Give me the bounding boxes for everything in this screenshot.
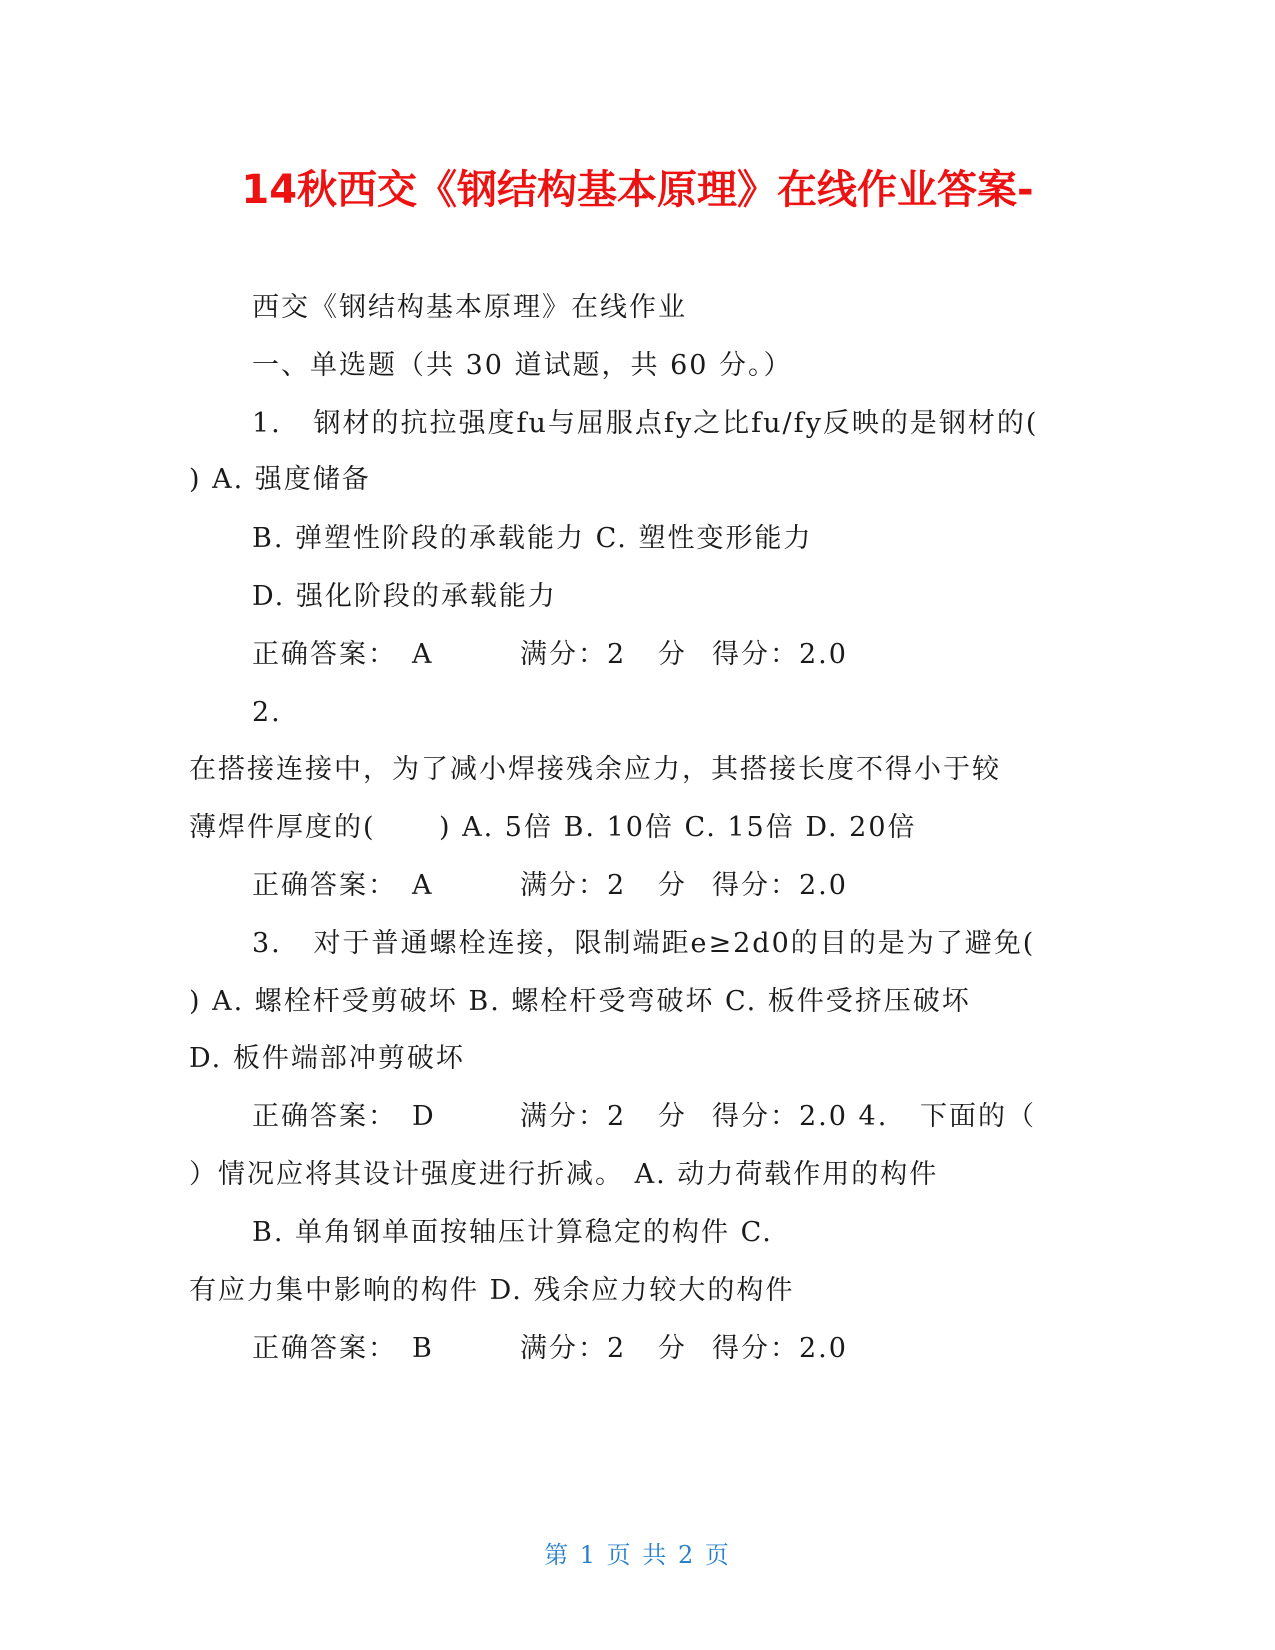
answer-label: 正确答案： (252, 870, 397, 901)
q4-line2: B. 单角钢单面按轴压计算稳定的构件 C. (252, 1217, 773, 1248)
q1-line1: 1. 钢材的抗拉强度fu与屈服点fy之比fu/fy反映的是钢材的( (252, 408, 1039, 439)
answer-value: B (412, 1333, 434, 1364)
q2-line1: 在搭接连接中，为了减小焊接残余应力，其搭接长度不得小于较 (189, 754, 1001, 785)
q1-line4: D. 强化阶段的承载能力 (252, 581, 557, 612)
q1-line3: B. 弹塑性阶段的承载能力 C. 塑性变形能力 (252, 523, 813, 554)
answer-value: A (412, 870, 434, 901)
answer-row-4 (252, 1331, 848, 1547)
full-score: 满分：2 分 (520, 1101, 687, 1132)
answer-label: 正确答案： (252, 1333, 397, 1364)
answer-value: A (412, 639, 434, 670)
full-score: 满分：2 分 (520, 639, 687, 670)
q4-line1: ）情况应将其设计强度进行折减。 A. 动力荷载作用的构件 (189, 1159, 939, 1190)
q2-number: 2. (252, 697, 282, 728)
q3-line2: ) A. 螺栓杆受剪破坏 B. 螺栓杆受弯破坏 C. 板件受挤压破坏 (189, 986, 971, 1017)
q3-line3: D. 板件端部冲剪破坏 (189, 1043, 465, 1074)
full-score: 满分：2 分 (520, 1333, 687, 1364)
q4-line3: 有应力集中影响的构件 D. 残余应力较大的构件 (189, 1275, 795, 1306)
subtitle: 西交《钢结构基本原理》在线作业 (252, 292, 687, 323)
q3-line1: 3. 对于普通螺栓连接，限制端距e≥2d0的目的是为了避免( (252, 928, 1036, 959)
score: 得分：2.0 (712, 639, 848, 670)
section-heading: 一、单选题（共 30 道试题，共 60 分。） (252, 350, 793, 381)
answer-label: 正确答案： (252, 639, 397, 670)
document-title: 14秋西交《钢结构基本原理》在线作业答案- (241, 167, 1034, 213)
score: 得分：2.0 4. 下面的（ (712, 1101, 1037, 1132)
answer-value: D (412, 1101, 436, 1132)
q2-line2: 薄焊件厚度的( ) A. 5倍 B. 10倍 C. 15倍 D. 20倍 (189, 812, 917, 843)
full-score: 满分：2 分 (520, 870, 687, 901)
page-footer: 第 1 页 共 2 页 (544, 1541, 731, 1569)
q1-line2: ) A. 强度储备 (189, 464, 371, 495)
score: 得分：2.0 (712, 1333, 848, 1364)
answer-label: 正确答案： (252, 1101, 397, 1132)
score: 得分：2.0 (712, 870, 848, 901)
